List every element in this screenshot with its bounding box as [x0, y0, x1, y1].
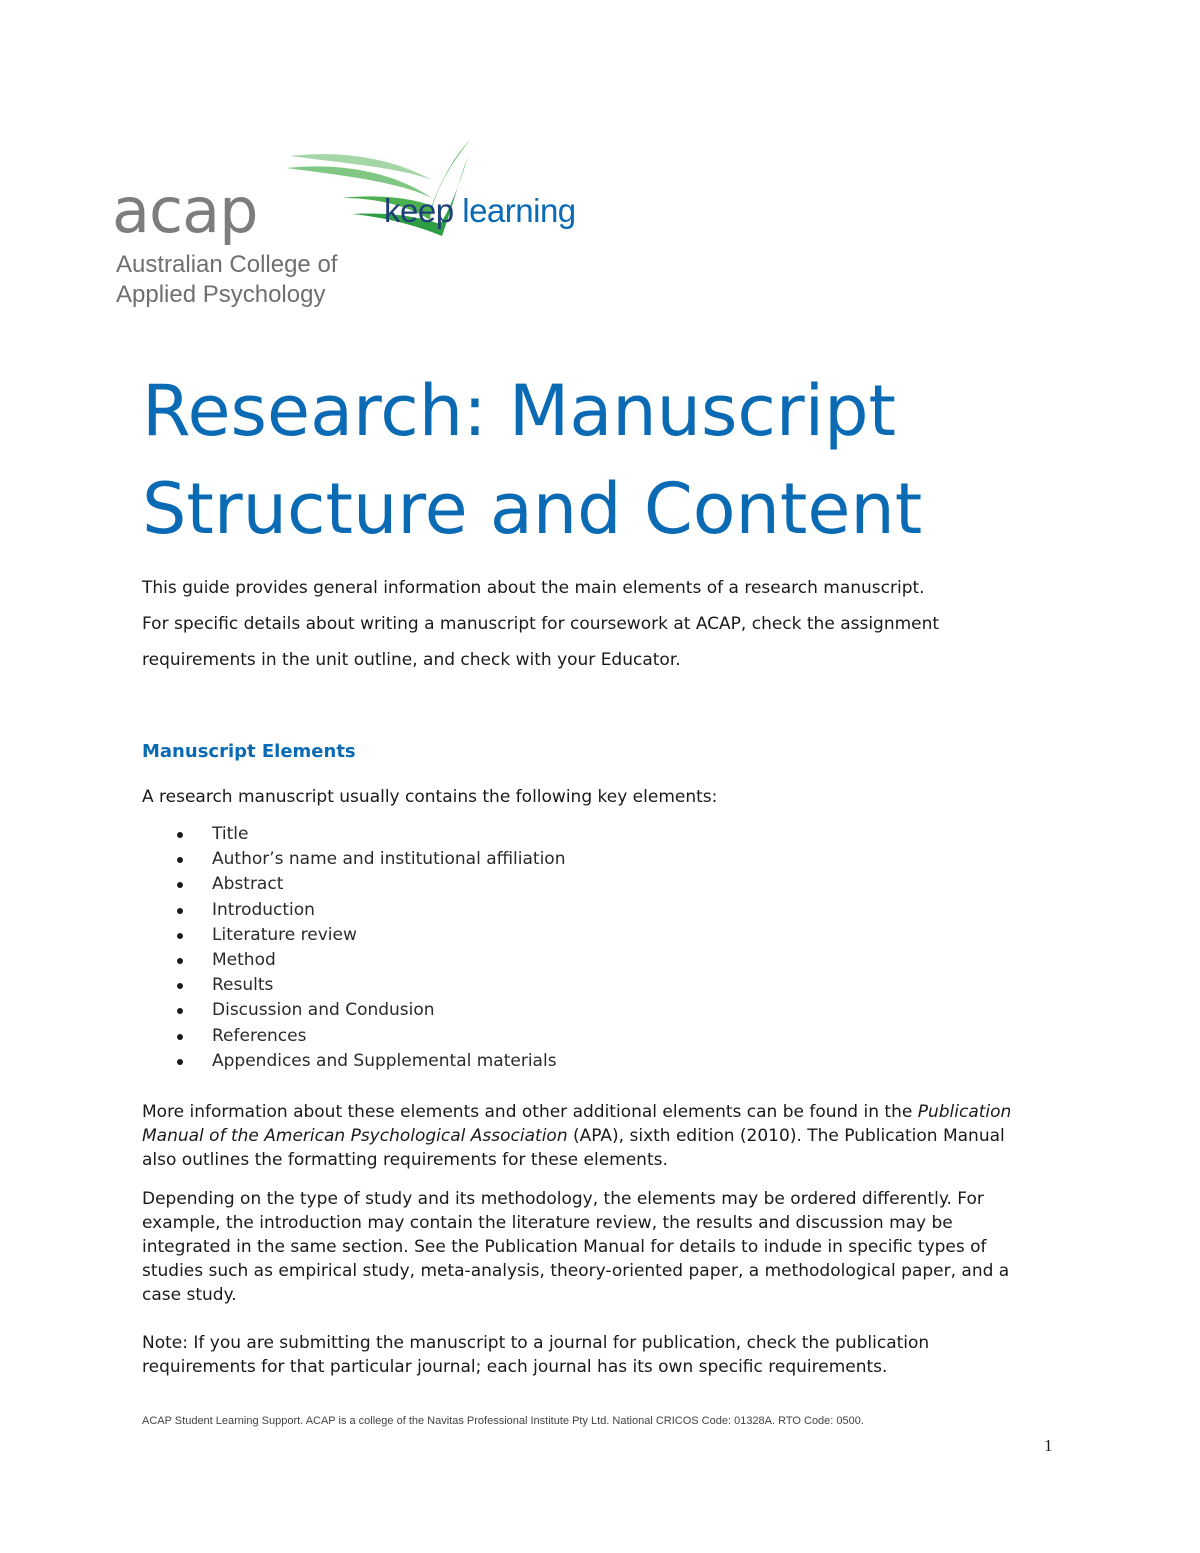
intro-line1: This guide provides general information about the main elements of a research manuscript.	[142, 578, 925, 598]
list-item: Discussion and Condusion	[142, 998, 565, 1023]
bullet-icon	[177, 1008, 183, 1014]
section-lead: A research manuscript usually contains the following key elements:	[142, 787, 718, 807]
bullet-icon	[177, 832, 183, 838]
list-item: Introduction	[142, 898, 565, 923]
list-item: Method	[142, 948, 565, 973]
tagline-learning: learning	[462, 192, 576, 229]
intro-line2: For specific details about writing a manuscript for coursework at ACAP, check the assignment	[142, 614, 940, 634]
logo-subtitle-line1: Australian College of	[116, 251, 338, 278]
logo-tagline	[384, 192, 576, 230]
bullet-icon	[177, 958, 183, 964]
footer-text: ACAP Student Learning Support. ACAP is a college of the Navitas Professional Institute Pty Ltd. National CRICOS Code: 01328A. RTO Code: 0500.	[142, 1415, 864, 1427]
list-item: References	[142, 1024, 565, 1049]
title-line2: Structure and Content	[142, 468, 923, 550]
bullet-icon	[177, 933, 183, 939]
title-line1: Research: Manuscript	[142, 370, 897, 452]
bullet-icon	[177, 1034, 183, 1040]
bullet-icon	[177, 1059, 183, 1065]
list-item: Results	[142, 973, 565, 998]
page-number: 1	[1044, 1436, 1053, 1455]
bullet-icon	[177, 908, 183, 914]
list-item: Abstract	[142, 872, 565, 897]
section-heading: Manuscript Elements	[142, 741, 356, 762]
logo-wordmark: acap	[112, 174, 258, 247]
bullet-icon	[177, 983, 183, 989]
list-item: Appendices and Supplemental materials	[142, 1049, 565, 1074]
list-item: Title	[142, 822, 565, 847]
elements-list	[142, 822, 565, 1074]
acap-logo	[112, 128, 592, 318]
tagline-keep: keep	[384, 192, 463, 229]
intro-paragraph	[142, 570, 1042, 678]
publication-manual-title: Publication Manual of the American Psychological Association	[142, 1102, 1012, 1146]
document-title	[142, 362, 922, 558]
paragraph-ordering: Depending on the type of study and its methodology, the elements may be ordered differently. For example, the introduction may contain the literature review, the results and discussion may be integrated in the same section. See the Publication Manual for details to indude in specific types of studies such as empirical study, meta-analysis, theory-oriented paper, a methodological paper, and a case study.	[142, 1189, 1010, 1305]
paragraph-more-info: More information about these elements and other additional elements can be found in the Publication Manual of the American Psychological Association (APA), sixth edition (2010). The Publication Manual also outlines the formatting requirements for these elements.	[142, 1102, 1012, 1170]
intro-line3: requirements in the unit outline, and check with your Educator.	[142, 650, 681, 670]
list-item: Author’s name and institutional affiliation	[142, 847, 565, 872]
bullet-icon	[177, 882, 183, 888]
logo-subtitle	[116, 250, 337, 310]
list-item: Literature review	[142, 923, 565, 948]
logo-subtitle-line2: Applied Psychology	[116, 281, 326, 308]
bullet-icon	[177, 857, 183, 863]
paragraph-note: Note: If you are submitting the manuscript to a journal for publication, check the publication requirements for that particular journal; each journal has its own specific requirements.	[142, 1333, 930, 1377]
